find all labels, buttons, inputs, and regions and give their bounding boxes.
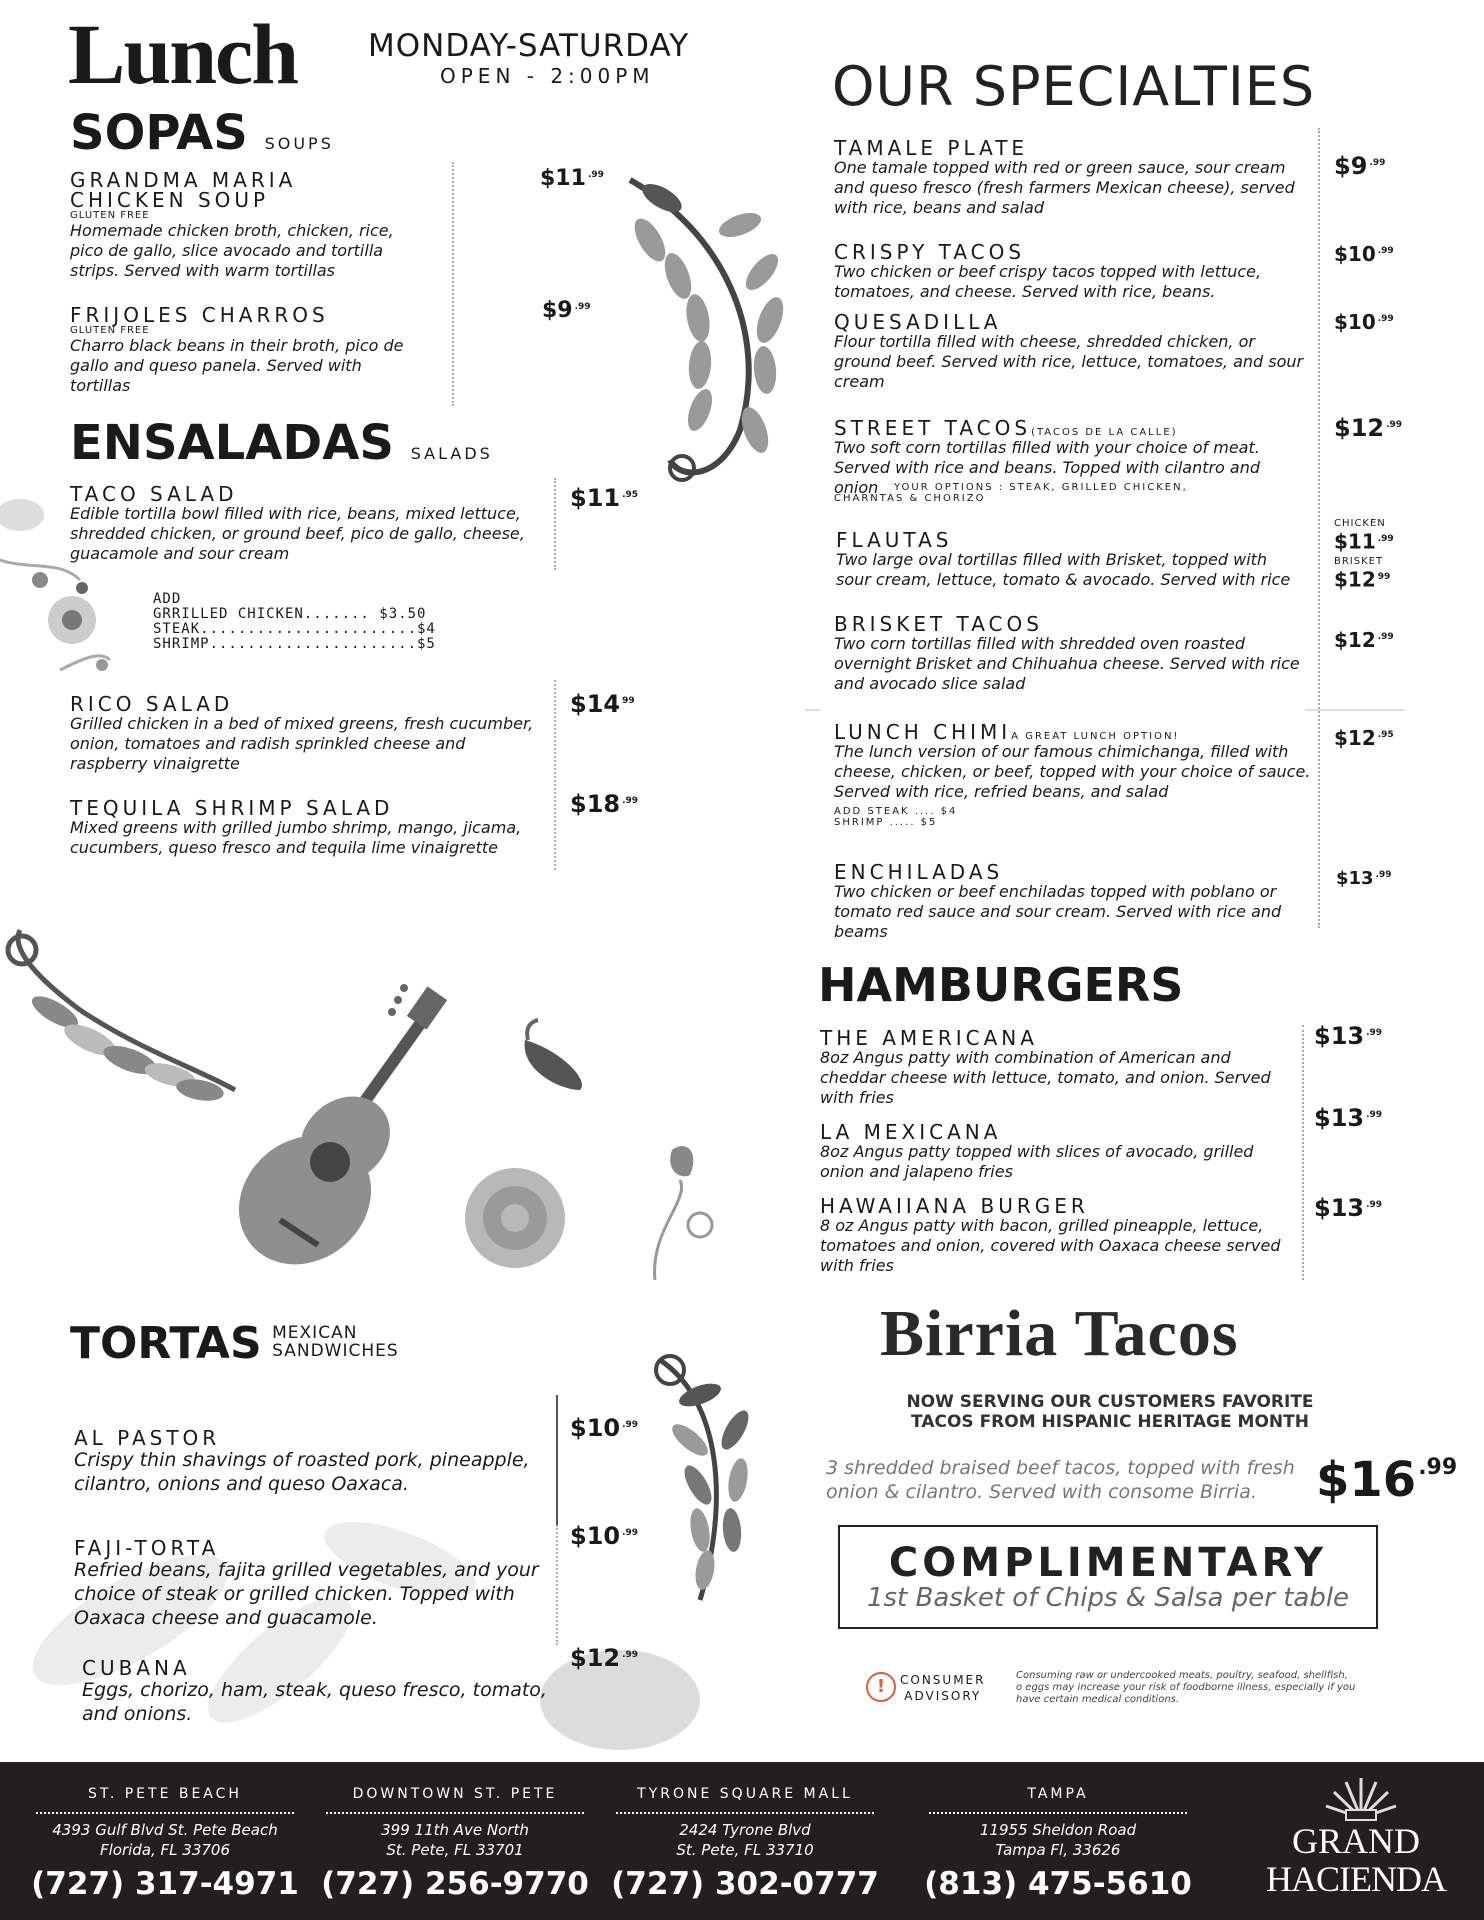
item-price: $10 $^{.99}$: [1334, 242, 1394, 266]
guitar-icon: [213, 984, 447, 1291]
addon-line: SHRIMP ..... $5: [834, 817, 938, 828]
item-description: 8oz Angus patty with combination of American and cheddar cheese with lettuce, tomato, and onion. Served with fries: [820, 1048, 1271, 1107]
price-option-label: CHICKEN: [1334, 518, 1386, 529]
location-address: Florida, FL 33706: [99, 1841, 231, 1859]
item-description-end: onion: [834, 478, 879, 497]
item-description: Two soft corn tortillas filled with your choice of meat. Served with rice and beans. Topped with cilantro and: [834, 438, 1261, 477]
item-description: Crispy thin shavings of roasted pork, pineapple, cilantro, onions and queso Oaxaca.: [74, 1449, 530, 1495]
item-description: Two corn tortillas filled with shredded oven roasted overnight Brisket and Chihuahua cheese. Served with rice and avocado slice salad: [834, 634, 1300, 693]
item-price: $14 $^{99}$: [570, 690, 635, 718]
menu-item: [834, 722, 1314, 828]
birria-description: 3 shredded braised beef tacos, topped with fresh onion & cilantro. Served with consome Birria.: [826, 1457, 1295, 1503]
location-phone[interactable]: (727) 302-0777: [611, 1866, 879, 1902]
location-name: TAMPA: [1027, 1786, 1089, 1802]
item-name: THE AMERICANA: [820, 1026, 1038, 1050]
menu-item: [70, 694, 540, 774]
item-name: STREET TACOS(TACOS DE LA CALLE): [834, 416, 1178, 440]
tortas-title: TORTAS: [70, 1318, 262, 1369]
brand-crest-icon: [1316, 1770, 1406, 1822]
round-flower-icon: [465, 1168, 565, 1268]
item-name: CRISPY TACOS: [834, 240, 1026, 264]
item-description: 8 oz Angus patty with bacon, grilled pineapple, lettuce, tomatoes and onion, covered with Oaxaca cheese served with fries: [820, 1216, 1281, 1275]
item-name: CUBANA: [82, 1656, 191, 1680]
item-name: FRIJOLES CHARROS: [70, 303, 329, 327]
item-price: $9 $^{.99}$: [542, 298, 591, 323]
item-price: $11 $^{.95}$: [570, 484, 639, 512]
item-price: $13 $^{.99}$: [1314, 1022, 1383, 1050]
menu-item: [82, 1658, 552, 1726]
item-name: HAWAIIANA BURGER: [820, 1194, 1089, 1218]
menu-item: [836, 530, 1306, 590]
tortas-divider: [556, 1525, 558, 1645]
sopas-divider: [452, 162, 454, 406]
item-name: AL PASTOR: [74, 1426, 221, 1450]
item-tag: GLUTEN FREE: [70, 210, 150, 221]
item-name: TAMALE PLATE: [834, 136, 1029, 160]
item-note: A GREAT LUNCH OPTION!: [1011, 731, 1180, 742]
brand-logo-line: GRAND: [1291, 1821, 1420, 1861]
location-phone[interactable]: (813) 475-5610: [924, 1866, 1192, 1902]
location-name: DOWNTOWN ST. PETE: [352, 1786, 558, 1802]
item-tag: GLUTEN FREE: [70, 325, 150, 336]
menu-item: [834, 242, 1304, 302]
birria-tagline: [870, 1392, 1350, 1432]
item-name: RICO SALAD: [70, 692, 234, 716]
location-card: [315, 1762, 595, 1902]
advisory-label-line: CONSUMER: [900, 1673, 986, 1687]
item-name: TACO SALAD: [70, 482, 238, 506]
menu-item: [820, 1028, 1295, 1108]
sopas-heading: [70, 105, 334, 161]
item-name: FLAUTAS: [836, 528, 953, 552]
ensaladas-heading: [70, 415, 493, 471]
location-name: ST. PETE BEACH: [88, 1786, 242, 1802]
menu-item: [70, 798, 540, 858]
item-description: Edible tortilla bowl filled with rice, beans, mixed lettuce, shredded chicken, or ground beef, pico de gallo, cheese, guacamole and sour cream: [70, 504, 525, 563]
item-description: Two large oval tortillas filled with Brisket, topped with sour cream, lettuce, tomato & avocado. Served with rice: [836, 550, 1291, 589]
opening-days: MONDAY-SATURDAY: [368, 28, 690, 64]
tortas-subtitle: [272, 1324, 399, 1360]
item-price: $13 $^{.99}$: [1336, 868, 1392, 889]
item-options: YOUR OPTIONS : STEAK, GRILLED CHICKEN, CHARNTAS & CHORIZO: [834, 482, 1188, 504]
page-title: Lunch: [68, 6, 298, 102]
flautas-prices: [1334, 518, 1394, 592]
leaf-branch-top-icon: [628, 178, 788, 480]
specialties-divider: [1318, 128, 1320, 928]
location-address: Tampa Fl, 33626: [995, 1841, 1121, 1859]
item-price: $11 $^{.99}$: [1334, 529, 1394, 554]
menu-item: [834, 418, 1304, 504]
location-card: [605, 1762, 885, 1902]
menu-item: [70, 305, 430, 396]
menu-item: [74, 1538, 554, 1630]
item-price: $10 $^{.99}$: [1334, 310, 1394, 334]
complimentary-title: COMPLIMENTARY: [888, 1540, 1328, 1586]
location-phone[interactable]: (727) 256-9770: [321, 1866, 589, 1902]
location-address: St. Pete, FL 33710: [676, 1841, 814, 1859]
addon-line: ADD STEAK .... $4: [834, 806, 958, 817]
tortas-subtitle-line: MEXICAN: [272, 1323, 358, 1343]
item-price: $18 $^{.99}$: [570, 790, 639, 818]
opening-hours: OPEN - 2:00PM: [440, 64, 655, 88]
hamburgers-divider: [1302, 1025, 1304, 1280]
dotted-divider: [929, 1812, 1187, 1814]
item-description: The lunch version of our famous chimichanga, filled with cheese, chicken, or beef, topped with your choice of sauce. Served with rice, refried beans, and salad: [834, 742, 1311, 801]
location-address: 4393 Gulf Blvd St. Pete Beach: [52, 1821, 278, 1839]
menu-item: [70, 170, 430, 281]
item-description: Mixed greens with grilled jumbo shrimp, mango, jicama, cucumbers, queso fresco and tequila lime vinaigrette: [70, 818, 522, 857]
birria-tagline-line: NOW SERVING OUR CUSTOMERS FAVORITE: [906, 1392, 1314, 1412]
flower-bud-icon: [655, 1146, 712, 1280]
location-address: 11955 Sheldon Road: [979, 1821, 1137, 1839]
item-name: GRANDMA MARIA CHICKEN SOUP: [70, 168, 297, 212]
item-description: One tamale topped with red or green sauce, sour cream and queso fresco (fresh farmers Mexican cheese), served with rice, beans and salad: [834, 158, 1295, 217]
locations-footer: [0, 1762, 1484, 1920]
swirl-branch-icon: [8, 930, 235, 1104]
item-description: Grilled chicken in a bed of mixed greens, fresh cucumber, onion, tomatoes and radish sprinkled cheese and raspberry vinaigrette: [70, 714, 534, 773]
dotted-divider: [36, 1812, 294, 1814]
item-price: $12 $^{.99}$: [1334, 414, 1403, 442]
location-name: TYRONE SQUARE MALL: [637, 1786, 853, 1802]
menu-item: [834, 312, 1304, 392]
item-description: Homemade chicken broth, chicken, rice, pico de gallo, slice avocado and tortilla strips. Served with warm tortillas: [70, 221, 394, 280]
brand-logo: [1236, 1822, 1476, 1898]
item-description: Two chicken or beef crispy tacos topped with lettuce, tomatoes, and cheese. Served with rice, beans.: [834, 262, 1262, 301]
item-name: ENCHILADAS: [834, 860, 1004, 884]
menu-item: [70, 484, 540, 564]
item-description: Refried beans, fajita grilled vegetables, and your choice of steak or grilled chicken. Topped with Oaxaca cheese and guacamole.: [74, 1559, 539, 1629]
item-description: 8oz Angus patty topped with slices of avocado, grilled onion and jalapeno fries: [820, 1142, 1254, 1181]
menu-item: [834, 614, 1314, 694]
ensaladas-divider: [554, 478, 556, 570]
dotted-divider: [326, 1812, 584, 1814]
item-price: $9 $^{.99}$: [1334, 152, 1386, 180]
location-address: 2424 Tyrone Blvd: [679, 1821, 811, 1839]
location-address: St. Pete, FL 33701: [386, 1841, 524, 1859]
item-price: $13 $^{.99}$: [1314, 1104, 1383, 1132]
hamburgers-title: HAMBURGERS: [818, 958, 1184, 1012]
birria-title: Birria Tacos: [880, 1297, 1239, 1370]
addon-line: GRRILLED CHICKEN....... $3.50: [153, 606, 427, 622]
tortas-subtitle-line: SANDWICHES: [272, 1341, 399, 1361]
advisory-label: [900, 1672, 985, 1704]
leaf-branch-bottom-icon: [656, 1356, 754, 1600]
sopas-subtitle: SOUPS: [264, 134, 334, 153]
item-price: $12 $^{.95}$: [1334, 726, 1394, 750]
ensaladas-divider: [554, 680, 556, 870]
item-price: $13 $^{.99}$: [1314, 1194, 1383, 1222]
advisory-label-line: ADVISORY: [904, 1689, 982, 1703]
brand-logo-line: HACIENDA: [1266, 1859, 1446, 1899]
item-note: (TACOS DE LA CALLE): [1031, 427, 1178, 438]
item-description: Charro black beans in their broth, pico de gallo and queso panela. Served with tortillas: [70, 336, 404, 395]
item-name: LA MEXICANA: [820, 1120, 1002, 1144]
item-name: BRISKET TACOS: [834, 612, 1043, 636]
menu-item: [834, 138, 1304, 218]
item-price: $10 $^{.99}$: [570, 1522, 639, 1550]
location-card: [918, 1762, 1198, 1902]
addon-line: SHRIMP......................$5: [153, 636, 436, 652]
price-option-label: BRISKET: [1334, 555, 1384, 567]
complimentary-box: [838, 1525, 1378, 1629]
item-name: LUNCH CHIMIA GREAT LUNCH OPTION!: [834, 720, 1180, 744]
item-name: QUESADILLA: [834, 310, 1002, 334]
addon-line: STEAK.......................$4: [153, 621, 436, 637]
item-price: $12 $^{99}$: [1334, 567, 1391, 592]
location-address: 399 11th Ave North: [381, 1821, 529, 1839]
sopas-title: SOPAS: [70, 105, 248, 161]
warning-icon: !: [866, 1672, 896, 1702]
complimentary-subtitle: 1st Basket of Chips & Salsa per table: [866, 1583, 1350, 1613]
item-description: Flour tortilla filled with cheese, shredded chicken, or ground beef. Served with rice, lettuce, tomatoes, and sour cream: [834, 332, 1304, 391]
location-card: [25, 1762, 305, 1902]
tortas-heading: [70, 1318, 399, 1369]
item-name: FAJI-TORTA: [74, 1536, 220, 1560]
item-price: $12 $^{.99}$: [1334, 628, 1394, 652]
dotted-divider: [616, 1812, 874, 1814]
ensaladas-subtitle: SALADS: [410, 444, 493, 463]
birria-tagline-line: TACOS FROM HISPANIC HERITAGE MONTH: [911, 1412, 1309, 1432]
item-name: TEQUILA SHRIMP SALAD: [70, 796, 394, 820]
item-description: Two chicken or beef enchiladas topped with poblano or tomato red sauce and sour cream. Served with rice and beams: [834, 882, 1282, 941]
item-price: $10 $^{.99}$: [570, 1414, 639, 1442]
item-price: $11 $^{.99}$: [540, 166, 604, 191]
location-phone[interactable]: (727) 317-4971: [31, 1866, 299, 1902]
menu-item: [74, 1428, 554, 1496]
ensaladas-title: ENSALADAS: [70, 415, 394, 471]
item-description: Eggs, chorizo, ham, steak, queso fresco, tomato, and onions.: [82, 1679, 547, 1725]
item-price: $12 $^{.99}$: [570, 1644, 639, 1672]
tortas-divider: [556, 1395, 558, 1525]
specialties-title: OUR SPECIALTIES: [832, 55, 1316, 118]
advisory-text: Consuming raw or undercooked meats, poultry, seafood, shellfish, o eggs may increase your risk of foodborne illness, especially if you have certain medical conditions.: [1016, 1670, 1356, 1705]
chili-pepper-icon: [525, 1020, 582, 1090]
menu-item: [820, 1196, 1295, 1276]
addon-list: [153, 592, 436, 652]
menu-item: [834, 862, 1304, 942]
menu-item: [820, 1122, 1295, 1182]
birria-price: $\$16^{.99}$: [1316, 1452, 1458, 1508]
addon-label: ADD: [153, 591, 182, 607]
